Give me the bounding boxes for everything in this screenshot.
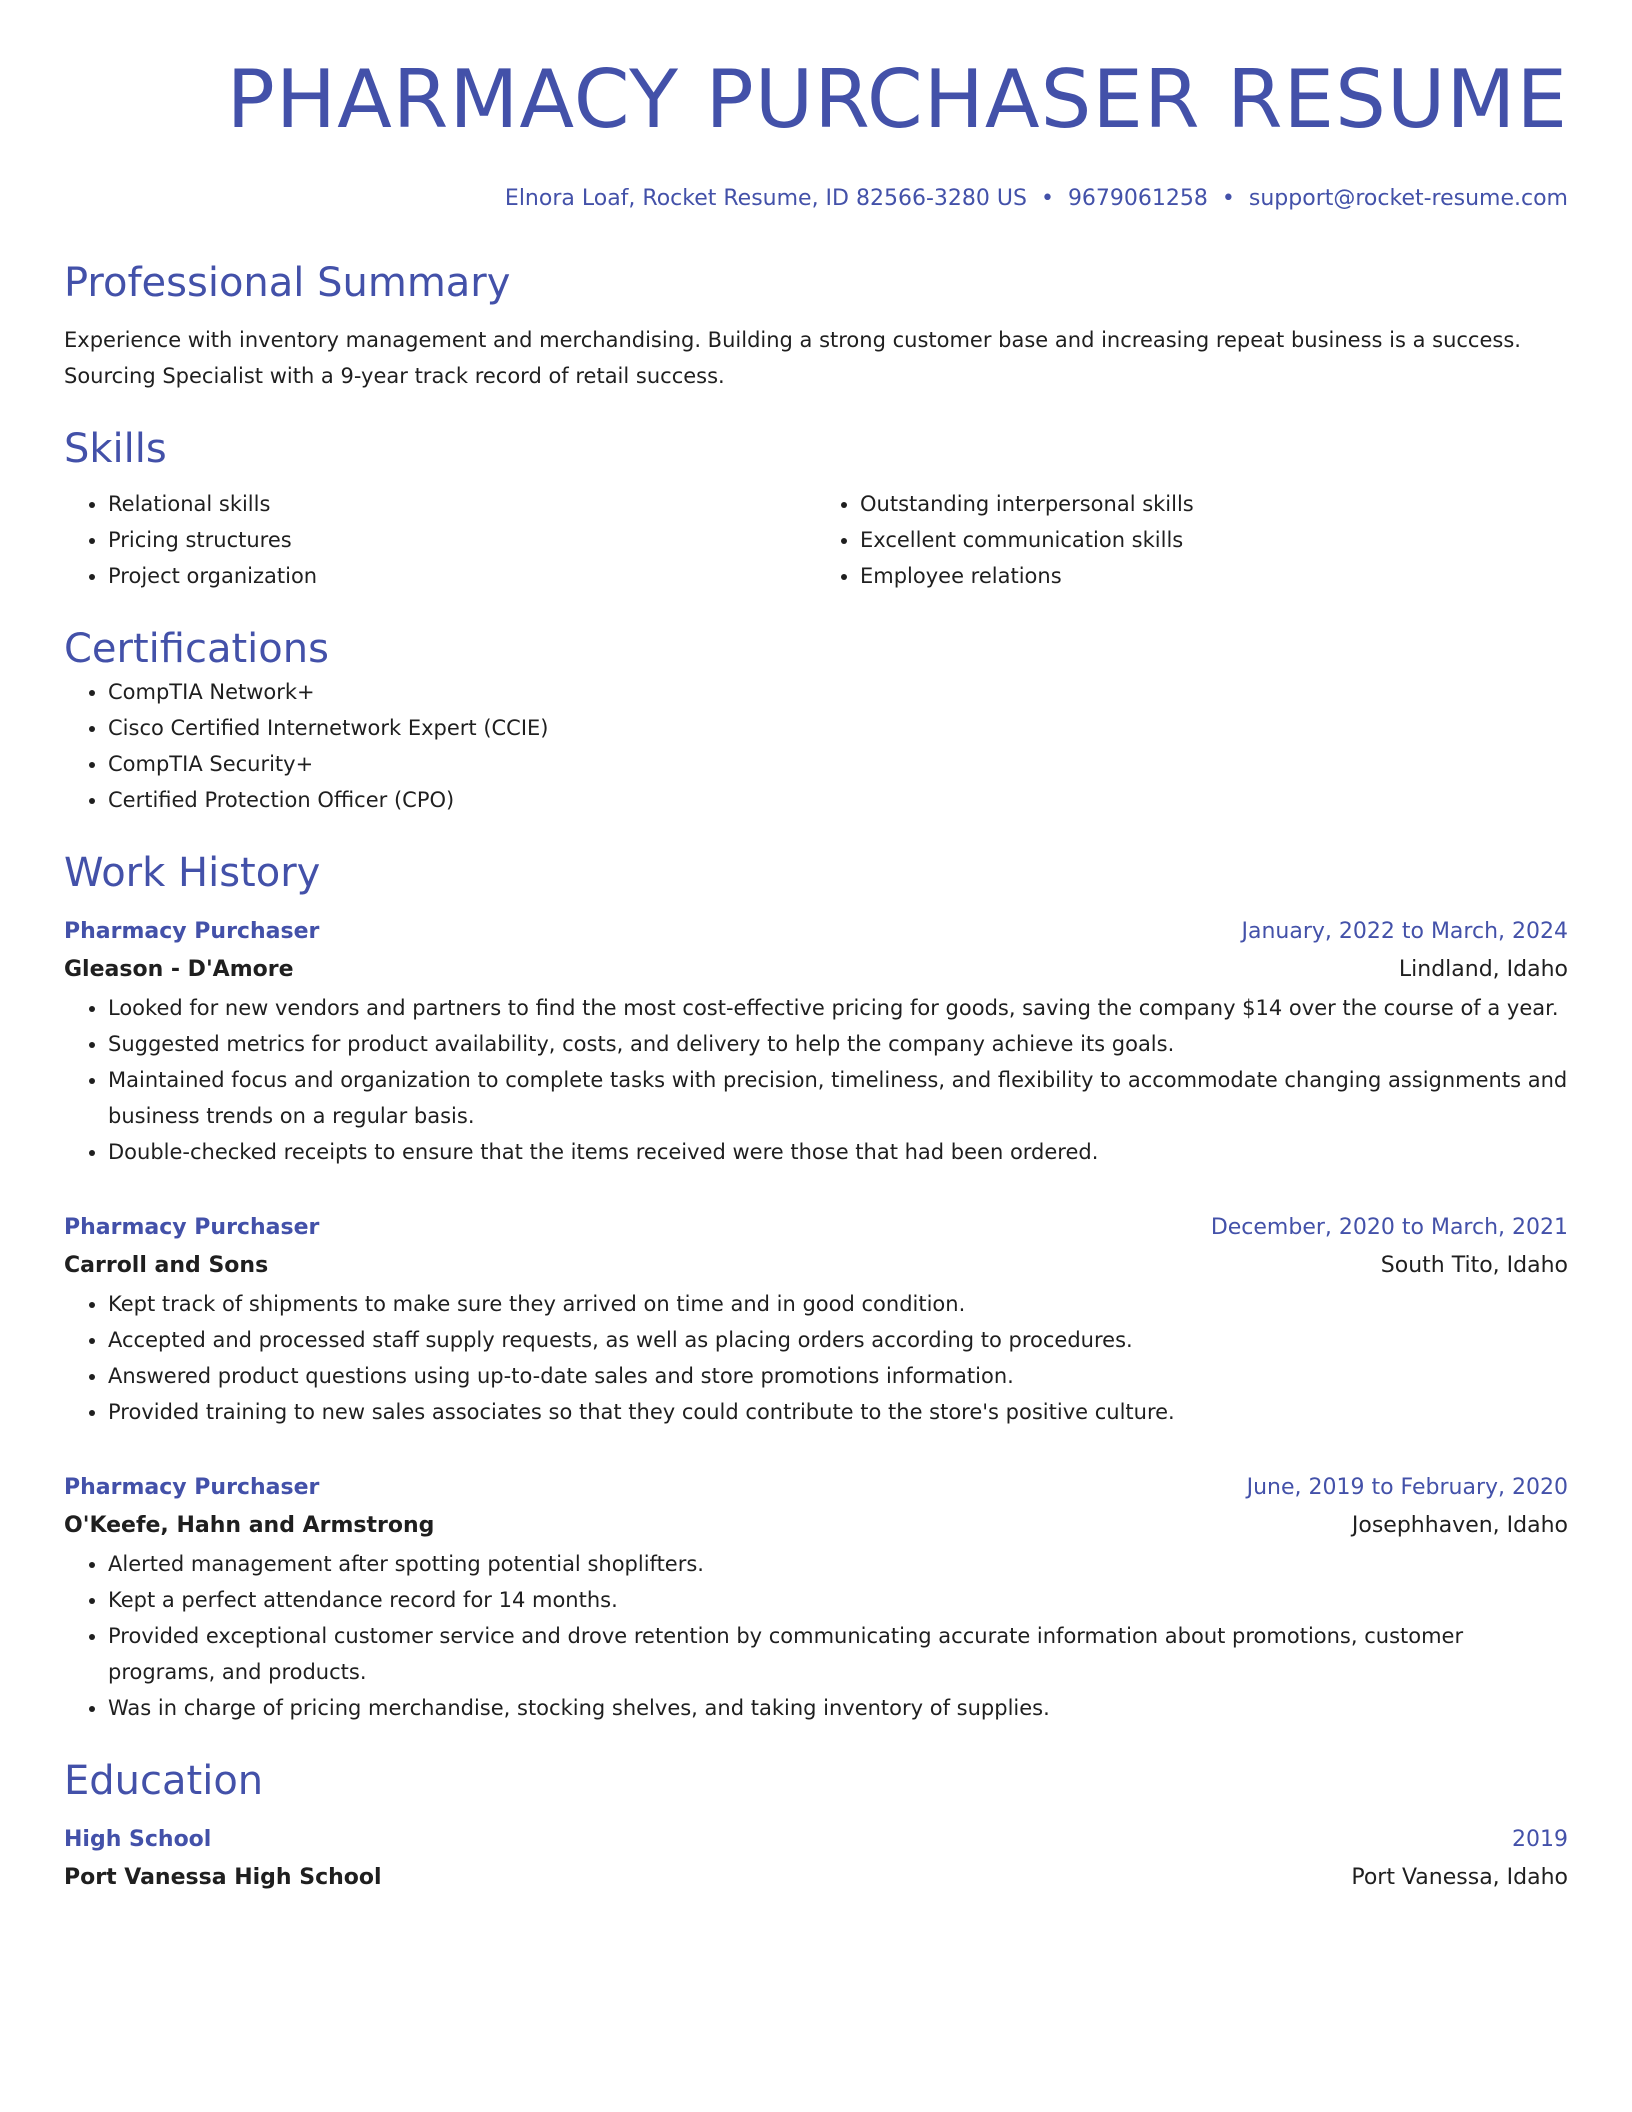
job-dates: December, 2020 to March, 2021 [1210, 1215, 1568, 1240]
job-bullet: • Was in charge of pricing merchandise, stocking shelves, and taking inventory of supplies. [108, 1690, 1568, 1726]
certification-item: • Cisco Certified Internetwork Expert (CCIE) [108, 710, 1568, 746]
job-bullet: • Double-checked receipts to ensure that the items received were those that had been ordered. [108, 1134, 1568, 1170]
contact-phone: 9679061258 [1067, 186, 1208, 211]
job-bullets [64, 990, 1568, 1170]
education-entry [64, 1822, 1568, 1898]
job-title: Pharmacy Purchaser [64, 1215, 320, 1240]
certifications-section [64, 624, 1568, 818]
certification-item: • CompTIA Security+ [108, 746, 1568, 782]
skills-list-left [64, 486, 816, 594]
job-bullet: • Answered product questions using up-to-date sales and store promotions information. [108, 1358, 1568, 1394]
work-history-heading: Work History [64, 850, 321, 896]
job-entry [64, 1210, 1568, 1430]
skill-item: • Employee relations [860, 558, 1568, 594]
education-section [64, 1756, 1568, 1898]
contact-separator: • [1040, 186, 1054, 211]
skill-item: • Project organization [108, 558, 816, 594]
contact-separator: • [1221, 186, 1235, 211]
job-title: Pharmacy Purchaser [64, 1475, 320, 1500]
job-bullet: • Maintained focus and organization to complete tasks with precision, timeliness, and flexibility to accommodate changing assignments and business trends on a regular basis. [108, 1062, 1568, 1134]
job-location: South Tito, Idaho [1380, 1253, 1568, 1278]
skills-heading: Skills [64, 426, 167, 472]
contact-line [64, 184, 1568, 214]
skill-item: • Outstanding interpersonal skills [860, 486, 1568, 522]
summary-section [64, 258, 1568, 394]
education-heading: Education [64, 1758, 264, 1804]
summary-text: Experience with inventory management and merchandising. Building a strong customer base and increasing repeat business is a success. Sourcing Specialist with a 9-year track record of retail success. [64, 328, 1521, 388]
summary-heading: Professional Summary [64, 260, 511, 306]
education-school: Port Vanessa High School [64, 1865, 382, 1890]
job-bullet: • Accepted and processed staff supply requests, as well as placing orders according to procedures. [108, 1322, 1568, 1358]
job-bullets [64, 1546, 1568, 1726]
job-company: Carroll and Sons [64, 1253, 269, 1278]
certifications-list [64, 674, 1568, 818]
job-company: Gleason - D'Amore [64, 957, 294, 982]
work-history-section [64, 848, 1568, 1726]
certifications-heading: Certifications [64, 626, 329, 672]
contact-address: Elnora Loaf, Rocket Resume, ID 82566-3280 US [504, 186, 1027, 211]
skills-grid [64, 486, 1568, 594]
job-bullet: • Alerted management after spotting potential shoplifters. [108, 1546, 1568, 1582]
job-dates: January, 2022 to March, 2024 [1241, 919, 1568, 944]
job-dates: June, 2019 to February, 2020 [1246, 1475, 1568, 1500]
job-bullet: • Provided training to new sales associates so that they could contribute to the store's positive culture. [108, 1394, 1568, 1430]
contact-email: support@rocket-resume.com [1248, 186, 1568, 211]
skills-section [64, 424, 1568, 594]
job-bullet: • Looked for new vendors and partners to find the most cost-effective pricing for goods, saving the company $14 over the course of a year. [108, 990, 1568, 1026]
skill-item: • Excellent communication skills [860, 522, 1568, 558]
job-bullet: • Kept a perfect attendance record for 14 months. [108, 1582, 1568, 1618]
job-entry [64, 914, 1568, 1170]
certification-item: • Certified Protection Officer (CPO) [108, 782, 1568, 818]
education-degree: High School [64, 1827, 212, 1852]
job-entry [64, 1470, 1568, 1726]
skill-item: • Pricing structures [108, 522, 816, 558]
skills-list-right [816, 486, 1568, 594]
job-bullet: • Suggested metrics for product availability, costs, and delivery to help the company achieve its goals. [108, 1026, 1568, 1062]
job-bullets [64, 1286, 1568, 1430]
certification-item: • CompTIA Network+ [108, 674, 1568, 710]
resume-title: PHARMACY PURCHASER RESUME [226, 53, 1568, 146]
job-bullet: • Provided exceptional customer service and drove retention by communicating accurate information about promotions, customer programs, and products. [108, 1618, 1568, 1690]
education-location: Port Vanessa, Idaho [1351, 1865, 1568, 1890]
job-bullet: • Kept track of shipments to make sure they arrived on time and in good condition. [108, 1286, 1568, 1322]
resume-header [64, 0, 1568, 214]
education-year: 2019 [1512, 1827, 1568, 1852]
job-location: Josephhaven, Idaho [1351, 1513, 1568, 1538]
skill-item: • Relational skills [108, 486, 816, 522]
job-company: O'Keefe, Hahn and Armstrong [64, 1513, 435, 1538]
job-title: Pharmacy Purchaser [64, 919, 320, 944]
job-location: Lindland, Idaho [1398, 957, 1568, 982]
